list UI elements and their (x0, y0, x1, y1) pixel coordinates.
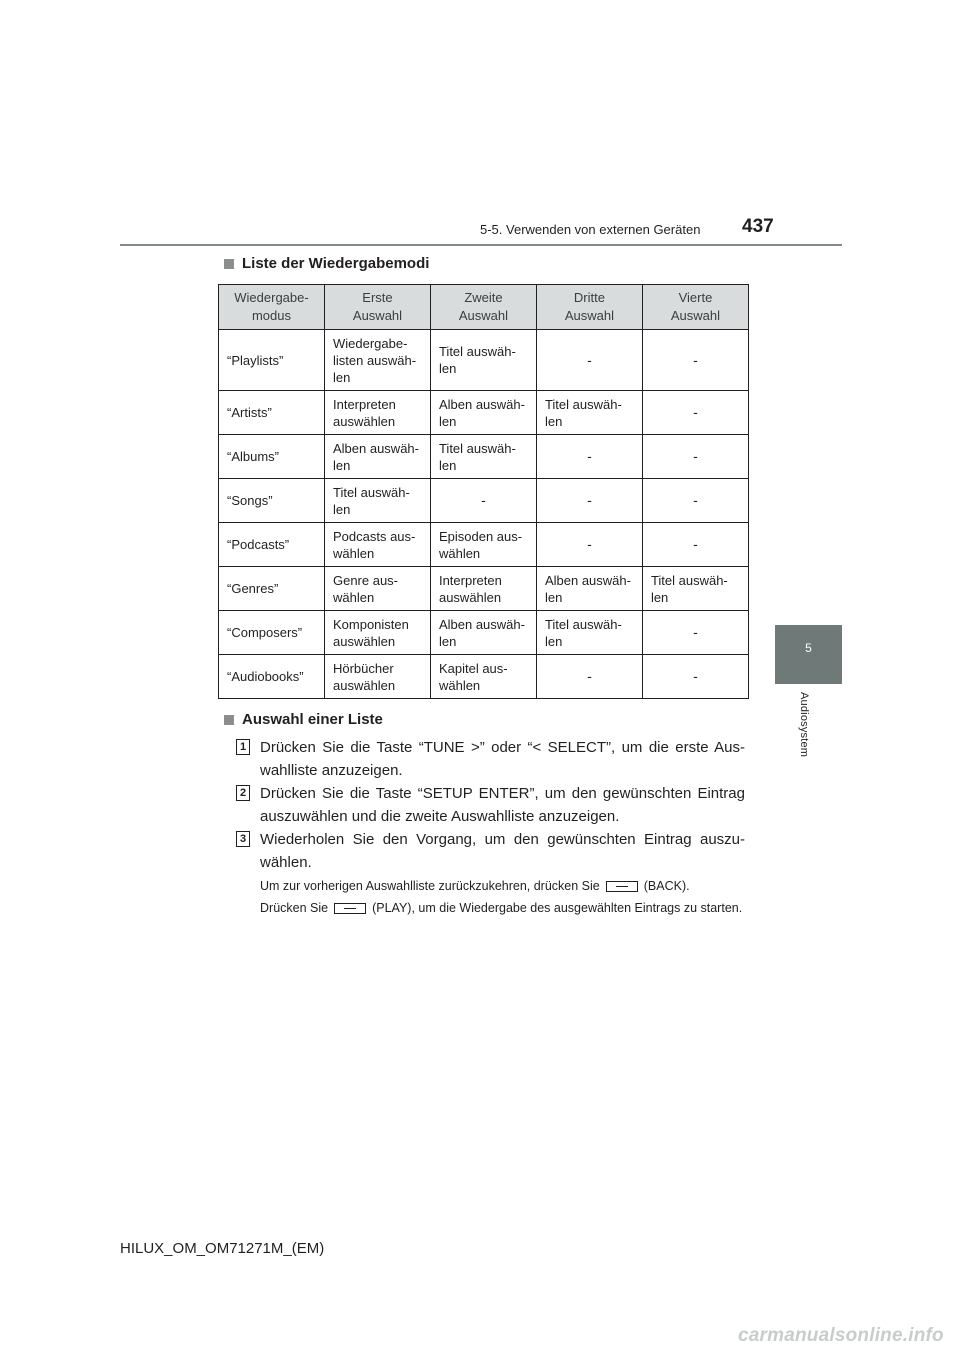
table-cell: - (642, 655, 748, 699)
watermark: carmanualsonline.info (738, 1325, 944, 1346)
chapter-number: 5 (805, 641, 812, 655)
table-cell: “Albums” (219, 435, 325, 479)
table-cell: Genre aus- wählen (324, 567, 430, 611)
back-button-icon (606, 881, 638, 892)
table-cell: Podcasts aus- wählen (324, 523, 430, 567)
table-row (219, 611, 749, 655)
column-header: Vierte Auswahl (642, 285, 748, 330)
table-cell: Titel auswäh- len (324, 479, 430, 523)
playback-modes-table (218, 284, 749, 699)
table-cell: - (536, 479, 642, 523)
table-header-row (219, 285, 749, 330)
table-cell: Komponisten auswählen (324, 611, 430, 655)
chapter-label: Audiosystem (798, 692, 810, 758)
step-number-badge: 3 (236, 831, 250, 847)
table-cell: - (536, 655, 642, 699)
table-cell: “Artists” (219, 391, 325, 435)
table-row (219, 391, 749, 435)
step-text: Drücken Sie die Taste “TUNE >” oder “< SELECT”, um die erste Aus-wahlliste anzuzeigen. (260, 739, 745, 779)
table-cell: Titel auswäh- len (430, 435, 536, 479)
note-text: Drücken Sie (260, 901, 329, 915)
table-cell: - (642, 330, 748, 391)
step-1 (236, 736, 756, 782)
table-cell: - (642, 435, 748, 479)
table-cell: Wiedergabe- listen auswäh- len (324, 330, 430, 391)
note-back (260, 876, 747, 897)
table-cell: - (536, 523, 642, 567)
table-cell: “Podcasts” (219, 523, 325, 567)
table-row (219, 567, 749, 611)
table-cell: “Songs” (219, 479, 325, 523)
step-2 (236, 782, 756, 828)
header-divider (120, 244, 842, 246)
step-3 (236, 828, 756, 874)
section-heading-modes (222, 255, 429, 272)
table-cell: - (642, 391, 748, 435)
table-cell: Titel auswäh- len (430, 330, 536, 391)
step-number-badge: 1 (236, 739, 250, 755)
table-cell: - (642, 523, 748, 567)
document-id: HILUX_OM_OM71271M_(EM) (120, 1240, 325, 1257)
chapter-tab (775, 625, 842, 684)
table-row (219, 435, 749, 479)
table-cell: “Composers” (219, 611, 325, 655)
step-text: Drücken Sie die Taste “SETUP ENTER”, um den gewünschten Eintrag auszuwählen und die zweite Auswahlliste anzuzeigen. (260, 785, 745, 825)
table-cell: Titel auswäh- len (536, 391, 642, 435)
table-cell: Alben auswäh- len (324, 435, 430, 479)
table-cell: Episoden aus- wählen (430, 523, 536, 567)
note-text: (PLAY), um die Wiedergabe des ausgewählten Eintrags zu starten. (372, 901, 743, 915)
table-cell: Titel auswäh- len (536, 611, 642, 655)
table-cell: - (536, 330, 642, 391)
table-cell: “Playlists” (219, 330, 325, 391)
heading-text: Auswahl einer Liste (242, 711, 383, 728)
page-number: 437 (742, 216, 774, 237)
table-cell: - (430, 479, 536, 523)
table-cell: Alben auswäh- len (430, 391, 536, 435)
table-body (219, 330, 749, 699)
table-row (219, 330, 749, 391)
table-cell: Alben auswäh- len (536, 567, 642, 611)
section-heading-list (222, 711, 383, 728)
table-row (219, 523, 749, 567)
table-cell: Hörbücher auswählen (324, 655, 430, 699)
table-row (219, 479, 749, 523)
note-text: (BACK). (643, 879, 690, 893)
table-cell: Kapitel aus- wählen (430, 655, 536, 699)
heading-text: Liste der Wiedergabemodi (242, 255, 430, 272)
square-bullet-icon (224, 259, 234, 269)
table-cell: Interpreten auswählen (324, 391, 430, 435)
step-number-badge: 2 (236, 785, 250, 801)
table-cell: Alben auswäh- len (430, 611, 536, 655)
column-header: Wiedergabe- modus (219, 285, 325, 330)
table-cell: - (642, 479, 748, 523)
column-header: Erste Auswahl (324, 285, 430, 330)
column-header: Zweite Auswahl (430, 285, 536, 330)
table-cell: - (642, 611, 748, 655)
section-title: 5-5. Verwenden von externen Geräten (480, 222, 701, 237)
table-cell: - (536, 435, 642, 479)
step-text: Wiederholen Sie den Vorgang, um den gewünschten Eintrag auszu-wählen. (260, 831, 745, 871)
column-header: Dritte Auswahl (536, 285, 642, 330)
note-text: Um zur vorherigen Auswahlliste zurückzukehren, drücken Sie (260, 879, 600, 893)
table-cell: “Audiobooks” (219, 655, 325, 699)
play-button-icon (334, 903, 366, 914)
square-bullet-icon (224, 715, 234, 725)
table-cell: “Genres” (219, 567, 325, 611)
table-cell: Interpreten auswählen (430, 567, 536, 611)
table-row (219, 655, 749, 699)
note-play (260, 898, 747, 919)
table-cell: Titel auswäh- len (642, 567, 748, 611)
